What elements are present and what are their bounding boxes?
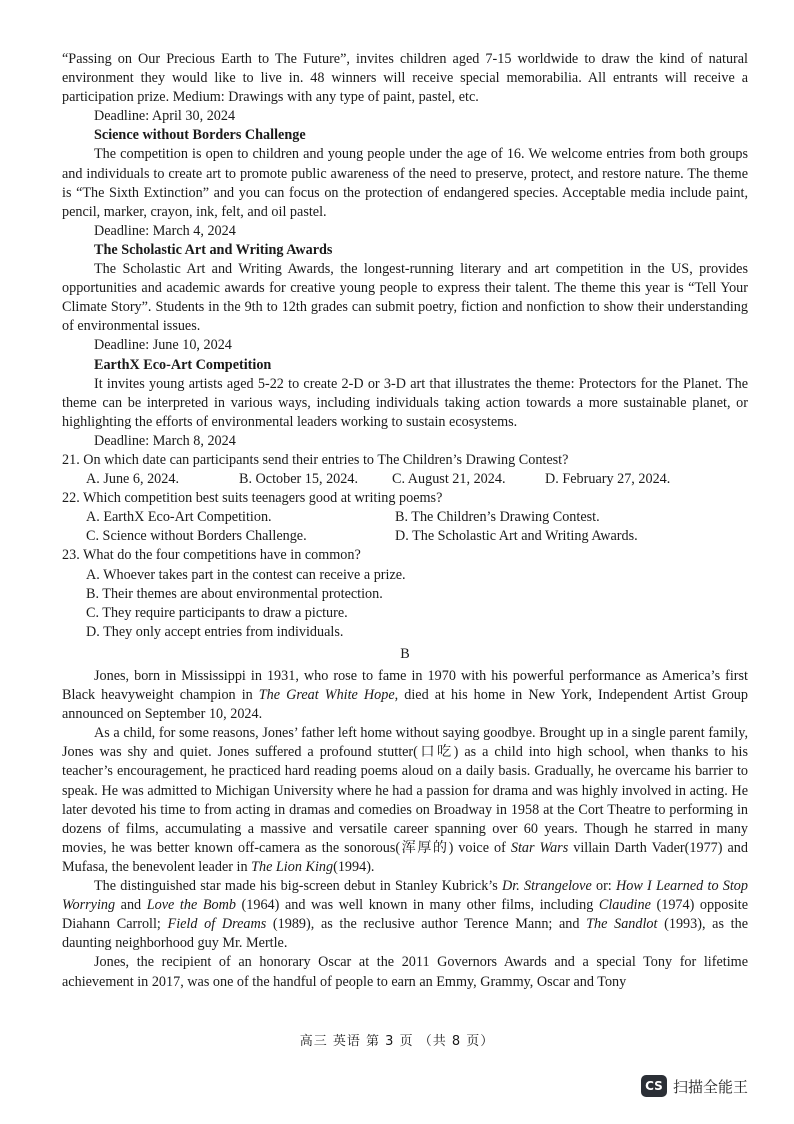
contest-1-description: “Passing on Our Precious Earth to The Future”, invites children aged 7-15 worldwide to draw the kind of natural environment they would like to live in. 48 winners will receive special memorabilia. All entrants will receive a participation prize. Medium: Drawings with any type of paint, pastel, etc. xyxy=(62,51,748,106)
camscanner-logo-icon: CS xyxy=(641,1075,667,1097)
question-23: 23. What do the four competitions have in common? xyxy=(62,547,361,564)
option-22-c: C. Science without Borders Challenge. xyxy=(86,528,307,545)
option-21-d: D. February 27, 2024. xyxy=(545,471,671,488)
question-22-options-row-2 xyxy=(62,527,748,546)
film-title: Claudine xyxy=(598,897,651,914)
contest-4-deadline: Deadline: March 8, 2024 xyxy=(94,432,236,449)
film-title: The Sandlot xyxy=(586,916,658,933)
contest-4-title: EarthX Eco-Art Competition xyxy=(94,356,272,373)
text-run: The distinguished star made his big-screen debut in Stanley Kubrick’s xyxy=(94,878,502,895)
option-23-a: A. Whoever takes part in the contest can receive a prize. xyxy=(86,566,406,583)
option-22-a: A. EarthX Eco-Art Competition. xyxy=(86,509,272,526)
film-title: The Great White Hope xyxy=(258,687,395,704)
question-21: 21. On which date can participants send their entries to The Children’s Drawing Contest? xyxy=(62,451,569,468)
option-22-b: B. The Children’s Drawing Contest. xyxy=(395,509,600,526)
text-run: (1974) opposite Diahann Carroll; xyxy=(62,897,748,933)
text-run: or: xyxy=(591,878,616,895)
contest-3-description: The Scholastic Art and Writing Awards, the longest-running literary and art competition in the US, provides opportunities and academic awards for creative young people to express their talent. The theme this year is “Tell Your Climate Story”. Students in the 9th to 12th grades can submit poetry, fiction and nonfiction to show their understanding of environmental issues. xyxy=(62,261,748,335)
option-21-b: B. October 15, 2024. xyxy=(239,471,359,488)
passage-b-paragraph-4: Jones, the recipient of an honorary Oscar at the 2011 Governors Awards and a special Tony for lifetime achievement in 2017, was one of the handful of people to earn an Emmy, Grammy, Oscar and Tony xyxy=(62,954,748,990)
option-21-c: C. August 21, 2024. xyxy=(392,471,506,488)
option-23-d: D. They only accept entries from individuals. xyxy=(86,623,344,640)
exam-page xyxy=(62,50,748,992)
passage-b-paragraph-2 xyxy=(62,724,748,877)
contest-2-deadline: Deadline: March 4, 2024 xyxy=(94,222,236,239)
contest-1-deadline: Deadline: April 30, 2024 xyxy=(94,108,236,125)
contest-2-description: The competition is open to children and young people under the age of 16. We welcome entries from both groups and individuals to create art to promote public awareness of the need to preserve, protect, and restore nature. The theme is “The Sixth Extinction” and you can focus on the protection of endangered species. Acceptable media include paint, pencil, marker, crayon, ink, felt, and oil pastel. xyxy=(62,146,748,220)
text-run: (1994). xyxy=(333,858,375,875)
film-title: How I Learned to Stop Worrying xyxy=(62,878,748,914)
text-run: (1993), as the daunting neighborhood guy Mr. Mertle. xyxy=(62,916,749,952)
film-title: The Lion King xyxy=(251,858,334,875)
passage-b-label: B xyxy=(400,645,410,662)
watermark-text: 扫描全能王 xyxy=(673,1077,749,1096)
contest-4-description: It invites young artists aged 5-22 to create 2-D or 3-D art that illustrates the theme: Protectors for the Planet. The theme can be interpreted in various ways, including individuals taking action towards a more sustainable planet, or highlighting the efforts of environmental leaders working to sustain ecosystems. xyxy=(62,375,748,430)
option-22-d: D. The Scholastic Art and Writing Awards. xyxy=(395,528,638,545)
question-22-options-row-1 xyxy=(62,508,748,527)
text-run: , died at his home in New York, Independent Artist Group announced on September 10, 2024. xyxy=(62,687,748,723)
page-footer: 高三 英语 第 3 页 （共 8 页） xyxy=(299,1034,495,1049)
text-run: Jones, born in Mississippi in 1931, who rose to fame in 1970 with his powerful performance as America’s first Black heavyweight champion in xyxy=(62,668,748,704)
contest-2-title: Science without Borders Challenge xyxy=(94,127,306,144)
text-run: villain Darth Vader(1977) and Mufasa, the benevolent leader in xyxy=(62,839,748,875)
text-run: As a child, for some reasons, Jones’ father left home without saying goodbye. Brought up in a single parent family, Jones was shy and quiet. Jones suffered a profound stutter(口吃) as a child into high school, when thanks to his teacher’s encouragement, he practiced hard reading poems aloud on a daily basis. Gradually, he overcame his barrier to speak. He was admitted to Michigan University where he had a passion for drama and was highly involved in acting. He later devoted his time to from acting in dramas and comedies on Broadway in 1958 at the Cort Theatre to performing in dozens of films, accumulating a massive and versatile career spanning over 60 years. Though he starred in many movies, he was better known off-camera as the sonorous(浑厚的) voice of xyxy=(62,725,748,856)
contest-3-deadline: Deadline: June 10, 2024 xyxy=(94,337,232,354)
option-23-b: B. Their themes are about environmental protection. xyxy=(86,585,383,602)
option-21-a: A. June 6, 2024. xyxy=(86,471,180,488)
text-run: (1964) and was well known in many other films, including xyxy=(235,897,599,914)
passage-b-paragraph-3 xyxy=(62,877,748,953)
scanner-watermark xyxy=(641,1075,748,1097)
text-run: and xyxy=(115,897,147,914)
option-23-c: C. They require participants to draw a picture. xyxy=(86,604,348,621)
film-title: Love the Bomb xyxy=(146,897,236,914)
question-22: 22. Which competition best suits teenagers good at writing poems? xyxy=(62,490,443,507)
film-title: Field of Dreams xyxy=(167,916,267,933)
passage-b-paragraph-1 xyxy=(62,667,748,724)
film-title: Dr. Strangelove xyxy=(502,878,592,895)
text-run: (1989), as the reclusive author Terence Mann; and xyxy=(266,916,587,933)
film-title: Star Wars xyxy=(510,839,569,856)
contest-3-title: The Scholastic Art and Writing Awards xyxy=(94,241,333,258)
question-21-options xyxy=(62,470,748,489)
